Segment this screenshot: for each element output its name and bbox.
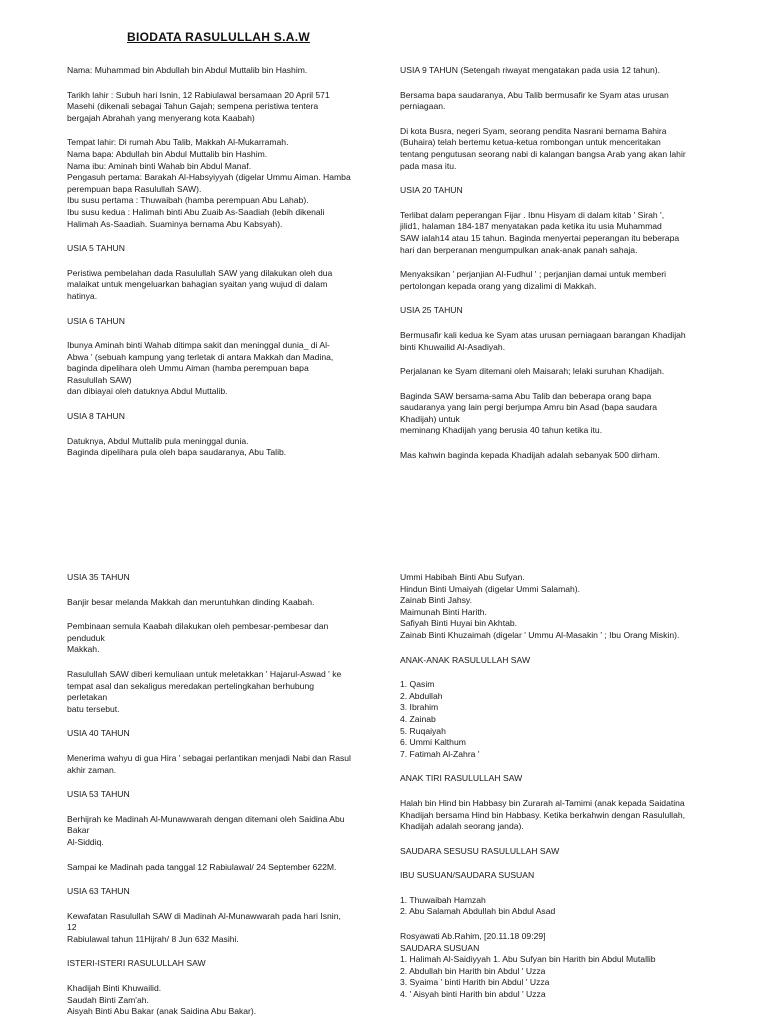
text-line: SAW ialah14 atau 15 tahun. Baginda menyertai peperangan itu beberapa <box>400 232 680 243</box>
text-line: Nama bapa: Abdullah bin Abdul Muttalib bin Hashim. <box>67 148 268 159</box>
text-line: Al-Siddiq. <box>67 836 104 847</box>
paragraph <box>67 621 357 656</box>
paragraph <box>67 753 357 776</box>
text-line: saudaranya yang lain pergi berjumpa Amru bin Asad (bapa saudara <box>400 402 658 413</box>
text-line: Saudah Binti Zam'ah. <box>67 994 149 1005</box>
text-line: binti Khuwailid Al-Asadiyah. <box>400 341 506 352</box>
text-line: bergajah Abrahah yang menyerang kota Kaabah) <box>67 112 255 123</box>
text-line: 7. Fatimah Al-Zahra ' <box>400 748 480 759</box>
paragraph <box>67 728 357 740</box>
text-line: Tempat lahir: Di rumah Abu Talib, Makkah Al-Mukarramah. <box>67 137 289 148</box>
text-line: Ibu susu kedua : Halimah binti Abu Zuaib As-Saadiah (lebih dikenali <box>67 206 325 217</box>
paragraph <box>67 411 357 423</box>
text-line: (Buhaira) telah bertemu ketua-ketua rombongan untuk menceritakan <box>400 137 661 148</box>
text-line: 2. Abu Salamah Abdullah bin Abdul Asad <box>400 906 556 917</box>
text-line: Masehi (dikenali sebagai Tahun Gajah; sempena peristiwa tentera <box>67 101 319 112</box>
text-line: Khadijah Binti Khuwailid. <box>67 983 162 994</box>
text-line: penduduk <box>67 632 105 643</box>
text-line: 12 <box>67 922 77 933</box>
text-line: dan dibiayai oleh datuknya Abdul Muttalib. <box>67 386 228 397</box>
text-line: Khadijah bersama Hind bin Habbasy. Ketika berkahwin dengan Rasulullah, <box>400 809 686 820</box>
paragraph <box>400 895 710 918</box>
paragraph <box>67 268 357 303</box>
paragraph <box>67 572 357 584</box>
text-line: tempat asal dan sekaligus meredakan pertelingkahan berhubung <box>67 680 314 691</box>
text-line: 2. Abdullah bin Harith bin Abdul ' Uzza <box>400 965 546 976</box>
paragraph <box>400 846 710 858</box>
column-bottom-left <box>67 572 357 1031</box>
text-line: USIA 40 TAHUN <box>67 728 130 739</box>
paragraph <box>67 90 357 125</box>
paragraph <box>400 210 710 256</box>
text-line: 4. ' Aisyah binti Harith bin abdul ' Uzza <box>400 989 546 1000</box>
text-line: USIA 8 TAHUN <box>67 411 125 422</box>
text-line: USIA 63 TAHUN <box>67 886 130 897</box>
text-line: USIA 53 TAHUN <box>67 789 130 800</box>
text-line: 3. Ibrahim <box>400 702 439 713</box>
text-line: Baginda SAW bersama-sama Abu Talib dan beberapa orang bapa <box>400 390 652 401</box>
text-line: Bermusafir kali kedua ke Syam atas urusan perniagaan barangan Khadijah <box>400 329 686 340</box>
paragraph <box>67 597 357 609</box>
text-line: Halah bin Hind bin Habbasy bin Zurarah al-Tamimi (anak kepada Saidatina <box>400 797 685 808</box>
text-line: Pengasuh pertama: Barakah Al-Habsyiyyah (digelar Ummu Aiman. Hamba <box>67 172 351 183</box>
text-line: perempuan bapa Rasulullah SAW). <box>67 183 202 194</box>
paragraph <box>67 886 357 898</box>
text-line: Ibu susu pertama : Thuwaibah (hamba perempuan Abu Lahab). <box>67 195 309 206</box>
text-line: SAUDARA SESUSU RASULULLAH SAW <box>400 845 560 856</box>
paragraph <box>67 137 357 230</box>
paragraph <box>400 870 710 882</box>
text-line: Tarikh lahir : Subuh hari Isnin, 12 Rabiulawal bersamaan 20 April 571 <box>67 89 330 100</box>
text-line: 1. Qasim <box>400 679 435 690</box>
text-line: ANAK TIRI RASULULLAH SAW <box>400 773 523 784</box>
text-line: Makkah. <box>67 644 100 655</box>
text-line: hari dan berperanan mengumpulkan anak-anak panah sahaja. <box>400 244 638 255</box>
text-line: Bakar <box>67 825 90 836</box>
text-line: Maimunah Binti Harith. <box>400 606 487 617</box>
text-line: Berhijrah ke Madinah Al-Munawwarah dengan ditemani oleh Saidina Abu <box>67 813 345 824</box>
text-line: Menerima wahyu di gua Hira ' sebagai perlantikan menjadi Nabi dan Rasul <box>67 752 351 763</box>
text-line: Rasulullah SAW) <box>67 374 132 385</box>
text-line: baginda dipelihara oleh Ummu Aiman (hamba perempuan bapa <box>67 363 309 374</box>
text-line: Peristiwa pembelahan dada Rasulullah SAW yang dilakukan oleh dua <box>67 267 333 278</box>
text-line: Baginda dipelihara pula oleh bapa saudaranya, Abu Talib. <box>67 447 287 458</box>
text-line: ANAK-ANAK RASULULLAH SAW <box>400 654 531 665</box>
paragraph <box>400 931 710 1001</box>
text-line: Rabiulawal tahun 11Hijrah/ 8 Jun 632 Masihi. <box>67 933 239 944</box>
paragraph <box>67 316 357 328</box>
column-bottom-right <box>400 572 710 1014</box>
text-line: Terlibat dalam peperangan Fijar . Ibnu Hisyam di dalam kitab ' Sirah ', <box>400 209 665 220</box>
paragraph <box>400 450 710 462</box>
text-line: Abwa ' (sebuah kampung yang terletak di antara Makkah dan Madina, <box>67 351 334 362</box>
text-line: Hindun Binti Umaiyah (digelar Ummi Salamah). <box>400 583 581 594</box>
paragraph <box>67 814 357 849</box>
paragraph <box>67 243 357 255</box>
text-line: hatinya. <box>67 290 98 301</box>
text-line: meminang Khadijah yang berusia 40 tahun ketika itu. <box>400 425 603 436</box>
text-line: Aisyah Binti Abu Bakar (anak Saidina Abu Bakar). <box>67 1006 257 1017</box>
document-title: BIODATA RASULULLAH S.A.W <box>127 30 310 44</box>
paragraph <box>67 789 357 801</box>
column-top-right <box>400 65 710 475</box>
text-line: Rosyawati Ab.Rahim, [20.11.18 09:29] <box>400 931 546 942</box>
paragraph <box>67 436 357 459</box>
text-line: Sampai ke Madinah pada tanggal 12 Rabiulawal/ 24 September 622M. <box>67 861 337 872</box>
text-line: Mas kahwin baginda kepada Khadijah adalah sebanyak 500 dirham. <box>400 450 660 461</box>
text-line: pada masa itu. <box>400 160 457 171</box>
paragraph <box>400 65 710 77</box>
text-line: USIA 35 TAHUN <box>67 572 130 582</box>
text-line: 1. Thuwaibah Hamzah <box>400 894 486 905</box>
text-line: Menyaksikan ' perjanjian Al-Fudhul ' ; perjanjian damai untuk memberi <box>400 269 667 280</box>
paragraph <box>400 679 710 760</box>
paragraph <box>400 330 710 353</box>
text-line: Safiyah Binti Huyai bin Akhtab. <box>400 618 518 629</box>
paragraph <box>67 65 357 77</box>
text-line: USIA 9 TAHUN (Setengah riwayat mengatakan pada usia 12 tahun). <box>400 65 661 75</box>
paragraph <box>400 572 710 642</box>
text-line: jilid1, halaman 184-187 menyatakan pada ketika itu usia Muhammad <box>400 221 662 232</box>
column-top-left <box>67 65 357 472</box>
text-line: Khadijah adalah seorang janda). <box>400 821 524 832</box>
text-line: Halimah As-Saadiah. Suaminya bernama Abu Kabsyah). <box>67 218 283 229</box>
text-line: Bersama bapa saudaranya, Abu Talib bermusafir ke Syam atas urusan <box>400 89 669 100</box>
paragraph <box>67 340 357 398</box>
text-line: perniagaan. <box>400 101 446 112</box>
text-line: Ummi Habibah Binti Abu Sufyan. <box>400 572 525 582</box>
paragraph <box>67 669 357 715</box>
paragraph <box>400 185 710 197</box>
text-line: perletakan <box>67 692 108 703</box>
text-line: 3. Syaima ' binti Harith bin Abdul ' Uzza <box>400 977 550 988</box>
text-line: Datuknya, Abdul Muttalib pula meninggal dunia. <box>67 435 249 446</box>
paragraph <box>400 391 710 437</box>
text-line: akhir zaman. <box>67 764 117 775</box>
text-line: USIA 5 TAHUN <box>67 243 125 254</box>
text-line: malaikat untuk mengeluarkan bahagian syaitan yang wujud di dalam <box>67 279 328 290</box>
text-line: 1. Halimah Al-Saidiyyah 1. Abu Sufyan bin Harith bin Abdul Mutallib <box>400 954 656 965</box>
text-line: Ibunya Aminah binti Wahab ditimpa sakit dan meninggal dunia_ di Al- <box>67 340 330 351</box>
text-line: Rasulullah SAW diberi kemuliaan untuk meletakkan ' Hajarul-Aswad ' ke <box>67 668 342 679</box>
text-line: SAUDARA SUSUAN <box>400 942 480 953</box>
text-line: IBU SUSUAN/SAUDARA SUSUAN <box>400 870 535 881</box>
paragraph <box>67 983 357 1018</box>
text-line: Banjir besar melanda Makkah dan meruntuhkan dinding Kaabah. <box>67 596 315 607</box>
text-line: Nama: Muhammad bin Abdullah bin Abdul Muttalib bin Hashim. <box>67 65 308 75</box>
text-line: Zainab Binti Khuzaimah (digelar ' Ummu Al-Masakin ' ; Ibu Orang Miskin). <box>400 629 680 640</box>
text-line: batu tersebut. <box>67 703 120 714</box>
text-line: Khadijah) untuk <box>400 413 460 424</box>
text-line: pertolongan kepada orang yang dizalimi di Makkah. <box>400 280 597 291</box>
paragraph <box>67 911 357 946</box>
paragraph <box>400 798 710 833</box>
paragraph <box>400 126 710 172</box>
paragraph <box>400 269 710 292</box>
paragraph <box>400 655 710 667</box>
text-line: ISTERI-ISTERI RASULULLAH SAW <box>67 958 206 969</box>
paragraph <box>400 305 710 317</box>
text-line: Nama ibu: Aminah binti Wahab bin Abdul Manaf. <box>67 160 252 171</box>
text-line: tentang pengutusan seorang nabi di kalangan bangsa Arab yang akan lahir <box>400 148 686 159</box>
text-line: Perjalanan ke Syam ditemani oleh Maisarah; lelaki suruhan Khadijah. <box>400 366 665 377</box>
text-line: 5. Ruqaiyah <box>400 725 446 736</box>
text-line: Zainab Binti Jahsy. <box>400 595 472 606</box>
text-line: 2. Abdullah <box>400 690 443 701</box>
paragraph <box>67 958 357 970</box>
paragraph <box>400 90 710 113</box>
paragraph <box>67 862 357 874</box>
text-line: Kewafatan Rasulullah SAW di Madinah Al-Munawwarah pada hari Isnin, <box>67 910 341 921</box>
text-line: Di kota Busra, negeri Syam, seorang pendita Nasrani bernama Bahira <box>400 125 667 136</box>
text-line: USIA 6 TAHUN <box>67 315 125 326</box>
text-line: 6. Ummi Kalthum <box>400 737 466 748</box>
paragraph <box>400 773 710 785</box>
text-line: 4. Zainab <box>400 713 436 724</box>
paragraph <box>400 366 710 378</box>
text-line: Pembinaan semula Kaabah dilakukan oleh pembesar-pembesar dan <box>67 621 329 632</box>
text-line: USIA 20 TAHUN <box>400 185 463 196</box>
text-line: USIA 25 TAHUN <box>400 305 463 316</box>
